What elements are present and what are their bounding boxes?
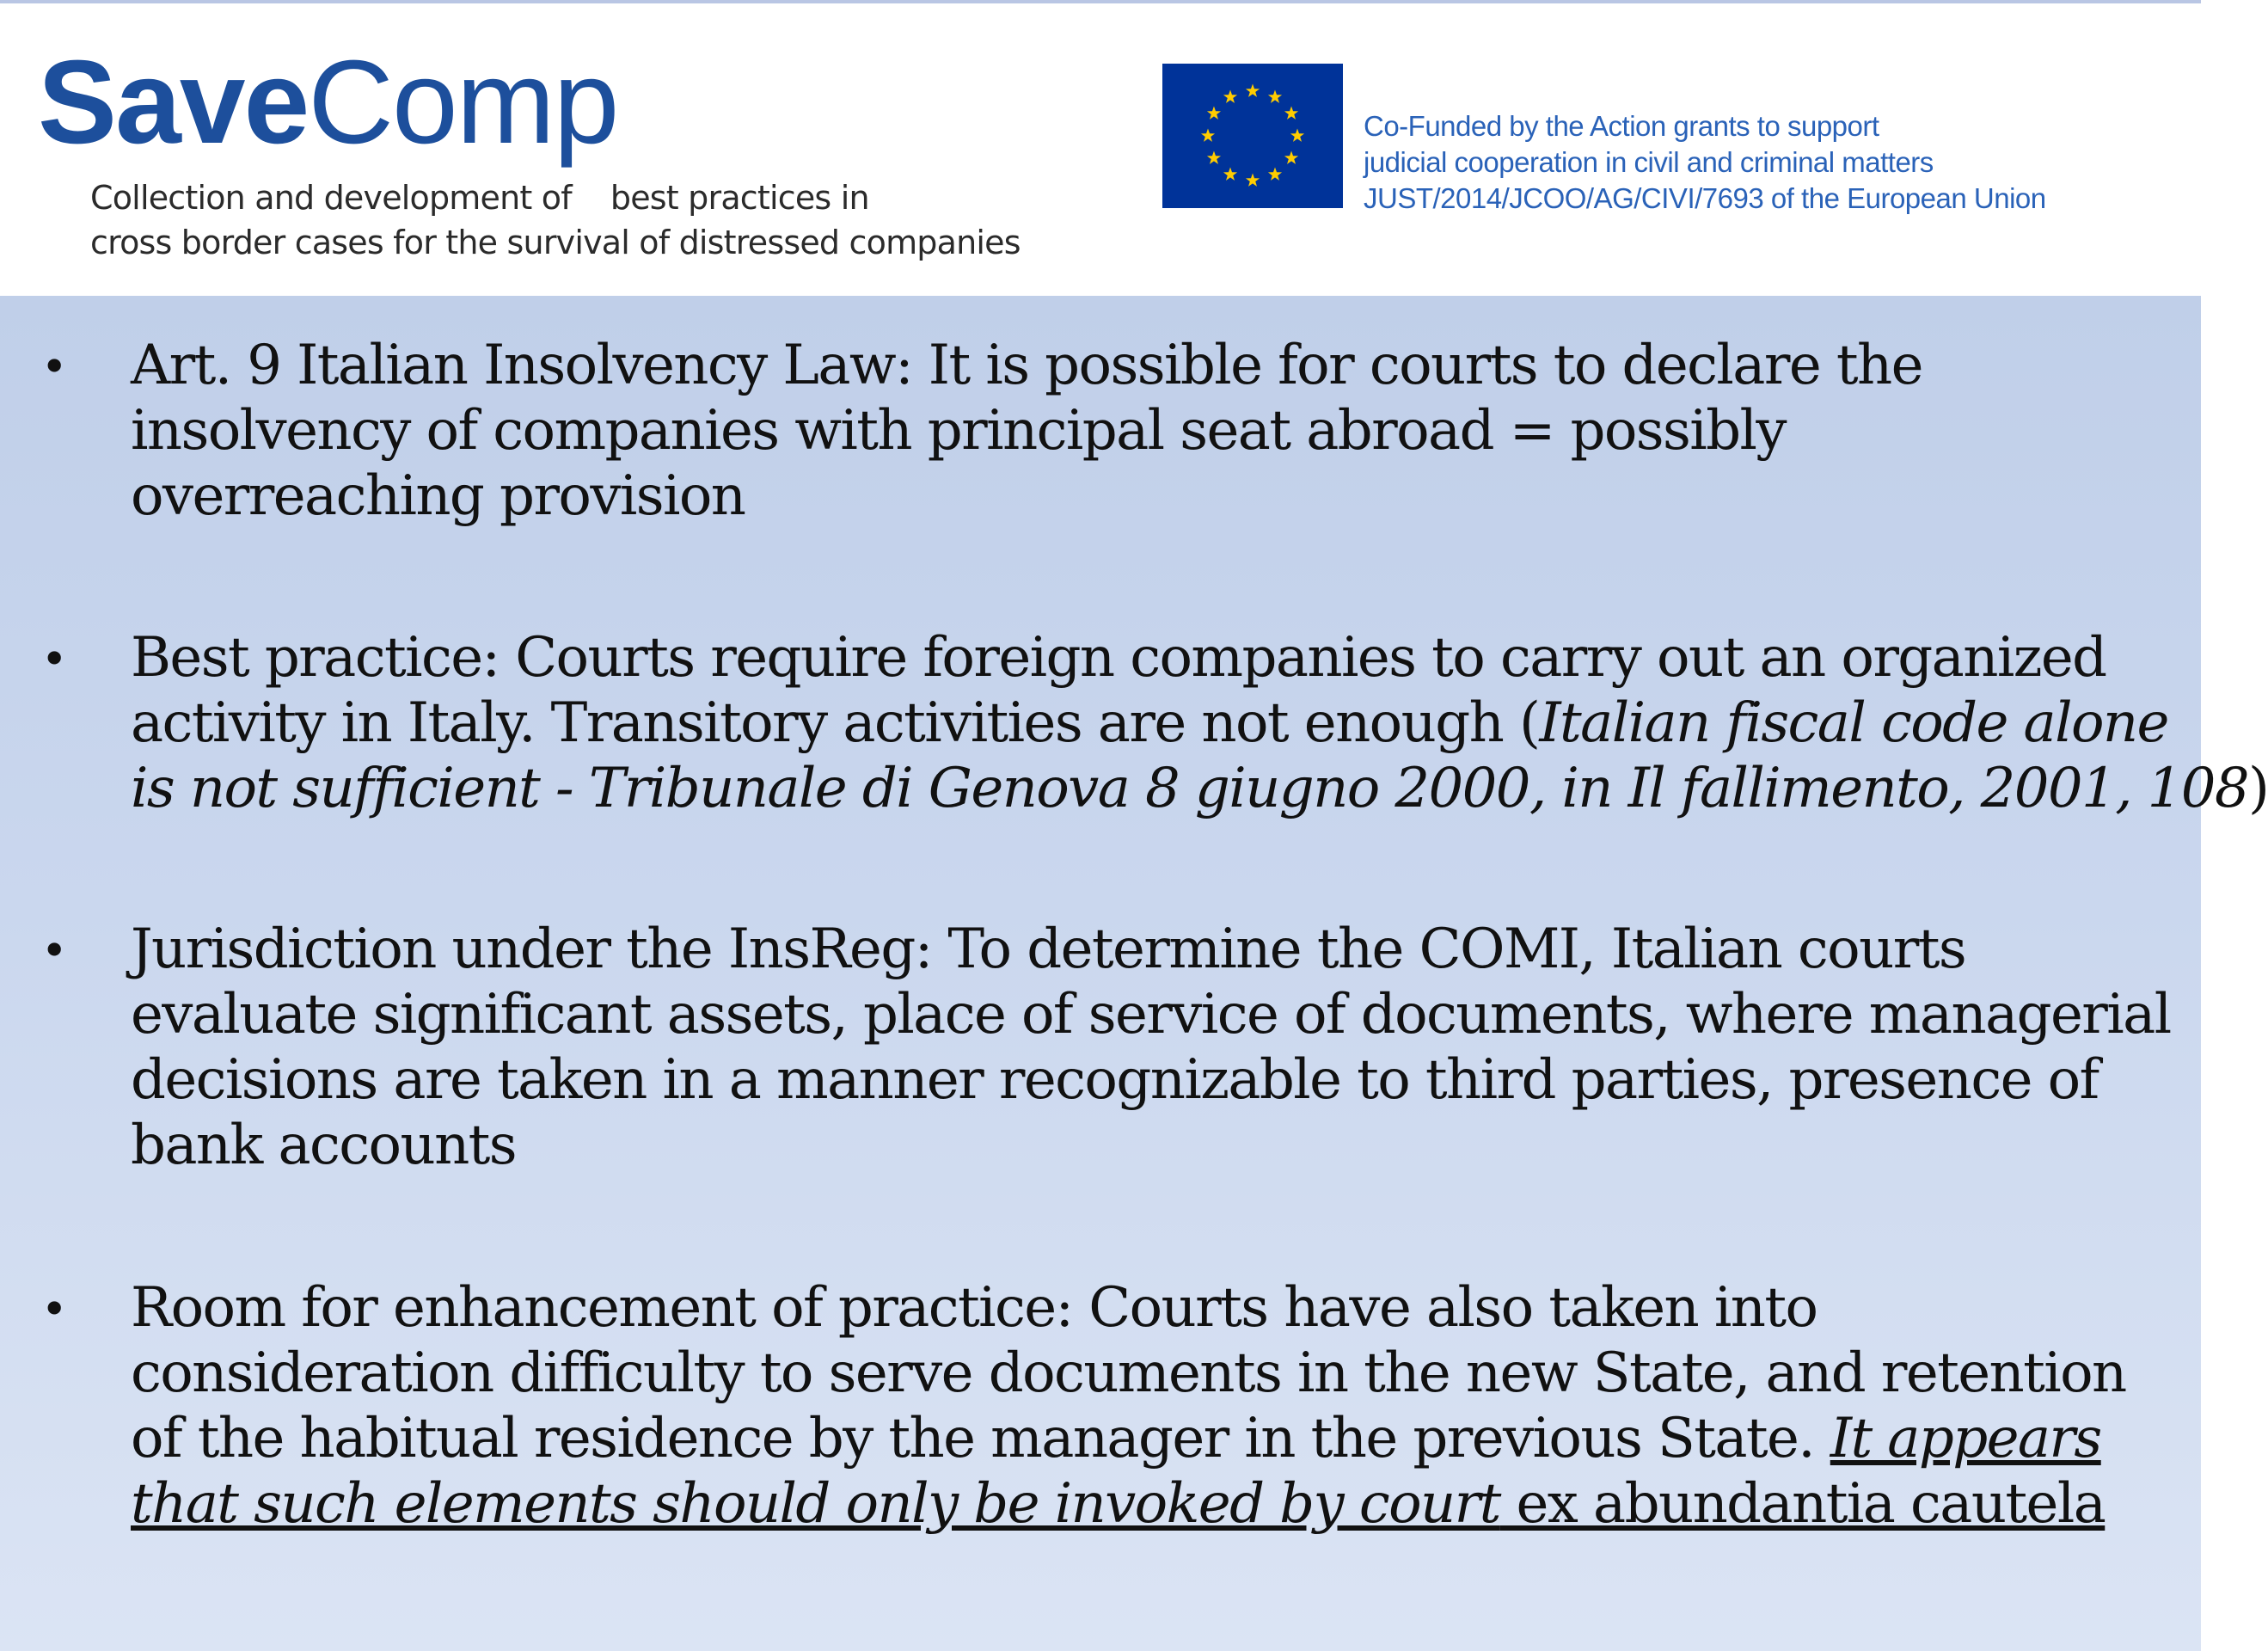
eu-star-icon	[1284, 151, 1298, 164]
eu-star-icon	[1246, 174, 1260, 187]
bullet-text	[131, 917, 2194, 1178]
bullet-4-line-3-plain: of the habitual residence by the manager in the previous State.	[131, 1407, 1830, 1470]
logo-subtitle-line-2: cross border cases for the survival of distressed companies	[90, 224, 1021, 261]
eu-star-icon	[1207, 151, 1221, 164]
eu-funding-line-3: JUST/2014/JCOO/AG/CIVI/7693 of the European Union	[1364, 182, 2046, 214]
eu-star-icon	[1201, 129, 1215, 142]
bullet-text	[131, 625, 2268, 821]
bullet-3-line-3: decisions are taken in a manner recognizable to third parties, presence of	[131, 1048, 2099, 1112]
bullet-marker: •	[45, 1277, 64, 1338]
bullet-marker: •	[45, 334, 64, 396]
eu-star-icon	[1268, 89, 1282, 102]
bullet-2-line-2-plain: activity in Italy. Transitory activities are not enough (	[131, 691, 1540, 755]
logo-subtitle-line-1: Collection and development of best practices in	[90, 179, 869, 217]
bullet-1-line-3: overreaching provision	[131, 464, 745, 528]
bullet-marker: •	[45, 627, 64, 688]
slide-header	[0, 3, 2201, 296]
bullet-1-line-1: Art. 9 Italian Insolvency Law: It is possible for courts to declare the	[131, 334, 1922, 397]
bullet-2-line-2	[131, 690, 2194, 756]
bullet-2-citation-end: is not sufficient - Tribunale di Genova 8 giugno 2000, in Il fallimento, 2001, 108	[131, 757, 2248, 820]
eu-funding-notice	[1364, 108, 2046, 217]
bullet-4-emphasis-start: It appears	[1830, 1407, 2101, 1470]
eu-funding-line-1: Co-Funded by the Action grants to support	[1364, 110, 1879, 142]
bullet-1-line-2: insolvency of companies with principal seat abroad = possibly	[131, 399, 1786, 463]
bullet-4-line-3	[131, 1406, 2194, 1471]
bullet-marker: •	[45, 918, 64, 979]
bullet-2-line-1: Best practice: Courts require foreign companies to carry out an organized	[131, 626, 2106, 690]
eu-star-icon	[1223, 89, 1237, 102]
eu-star-icon	[1268, 168, 1282, 181]
bullet-4-latin-phrase: ex abundantia cautela	[1499, 1472, 2106, 1536]
eu-star-icon	[1223, 168, 1237, 181]
bullet-3-line-2: evaluate significant assets, place of service of documents, where managerial	[131, 983, 2171, 1046]
savecomp-logo	[38, 36, 618, 169]
bullet-2-closing-paren: )	[2247, 757, 2268, 820]
bullet-3-line-4: bank accounts	[131, 1114, 517, 1177]
eu-flag-icon	[1162, 64, 1343, 208]
bullet-text	[131, 333, 2194, 529]
bullet-4-line-1: Room for enhancement of practice: Courts have also taken into	[131, 1276, 1817, 1340]
bullet-4-line-4	[131, 1471, 2194, 1537]
slide-content	[0, 296, 2268, 1651]
logo-save-text: Save	[38, 36, 309, 169]
eu-star-icon	[1284, 107, 1298, 120]
bullet-text	[131, 1275, 2194, 1537]
logo-subtitle	[90, 175, 1021, 265]
eu-star-icon	[1290, 129, 1304, 142]
eu-flag-stars	[1162, 64, 1343, 208]
bullet-4-emphasis-end: that such elements should only be invoked by court	[131, 1472, 1500, 1536]
eu-star-icon	[1207, 107, 1221, 120]
eu-star-icon	[1246, 84, 1260, 97]
eu-funding-line-2: judicial cooperation in civil and criminal matters	[1364, 146, 1934, 178]
logo-comp-text: Comp	[308, 36, 618, 169]
bullet-2-line-3	[131, 756, 2268, 821]
bullet-4-line-2: consideration difficulty to serve documents in the new State, and retention	[131, 1341, 2126, 1405]
bullet-2-citation-start: Italian fiscal code alone	[1539, 691, 2168, 755]
bullet-3-line-1: Jurisdiction under the InsReg: To determine the COMI, Italian courts	[131, 918, 1966, 981]
